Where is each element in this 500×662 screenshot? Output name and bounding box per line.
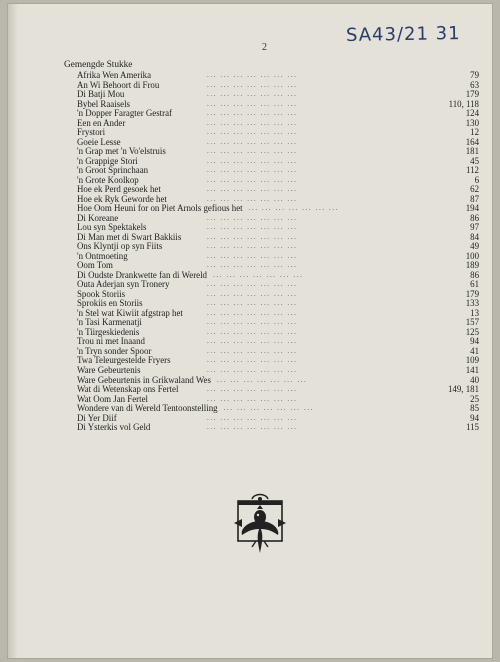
dot-leader: ... ... ... ... ... ... ... [207,413,298,422]
dot-leader: ... ... ... ... ... ... ... [207,166,298,175]
handwritten-note: SA43/21 31 [345,23,461,46]
entry-page: 194 [463,204,479,214]
entry-title: Di Ysterkis vol Geld [77,422,151,433]
entry-page: 141 [463,366,479,376]
entry-title: Trou ni met Inaand [77,336,145,347]
entry-title: Wat Oom Jan Fertel [77,393,149,404]
entry-page: 109 [463,356,479,366]
dot-leader: ... ... ... ... ... ... ... [207,356,298,365]
toc-entry [77,252,479,262]
entry-page: 61 [467,280,479,290]
dot-leader: ... ... ... ... ... ... ... [207,109,298,118]
entry-page: 112 [463,166,479,176]
entry-page: 189 [463,261,479,271]
entry-title: Hoe ek Perd gesoek het [77,184,161,195]
dot-leader: ... ... ... ... ... ... ... [207,337,298,346]
toc-entry [77,280,479,290]
dot-leader: ... ... ... ... ... ... ... [207,280,298,289]
entry-title: Spook Storiis [77,288,126,299]
entry-title: Di Man met di Swart Bakkiis [77,231,182,242]
entry-title: Ware Gebeurtenis in Grikwaland Wes [77,374,211,385]
dot-leader: ... ... ... ... ... ... ... [216,375,308,384]
dot-leader: ... ... ... ... ... ... ... [207,118,298,127]
entry-page: 149, 181 [445,385,479,395]
dot-leader: ... ... ... ... ... ... ... [207,251,298,260]
entry-title: Oom Tom [77,260,113,271]
entry-title: Wondere van di Wereld Tentoonstelling [77,403,218,414]
toc-entry [77,81,479,91]
entry-page: 12 [467,128,479,138]
entry-title: Ons Klyntji op syn Fiits [77,241,163,252]
dot-leader: ... ... ... ... ... ... ... [207,90,298,99]
parrot-emblem [230,491,290,555]
entry-title: 'n Stel wat Kiwiit afgstrap het [77,307,183,318]
entry-title: 'n Tasi Karmenatji [77,317,142,328]
entry-page: 85 [467,404,479,414]
entry-title: 'n Grap met 'n Vo'elstruis [77,146,166,157]
entry-title: Lou syn Spektakels [77,222,147,233]
entry-title: Di Yer Diif [77,412,117,423]
entry-title: 'n Ontmoeting [77,250,128,261]
toc-entry [77,90,479,100]
entry-title: Di Batji Mou [77,89,125,100]
dot-leader: ... ... ... ... ... ... ... [207,394,298,403]
dot-leader: ... ... ... ... ... ... ... [207,99,298,108]
entry-title: Twa Teleurgestelde Fryers [77,355,171,366]
entry-page: 133 [463,299,479,309]
binding-edge [8,4,18,658]
entry-title: 'n Groot Sprinchaan [77,165,149,176]
dot-leader: ... ... ... ... ... ... ... [207,318,298,327]
dot-leader: ... ... ... ... ... ... ... [207,242,298,251]
entry-page: 86 [467,214,479,224]
table-of-contents [77,71,479,433]
dot-leader: ... ... ... ... ... ... ... [207,194,298,203]
entry-page: 181 [463,147,479,157]
dot-leader: ... ... ... ... ... ... ... [207,308,298,317]
entry-page: 41 [467,347,479,357]
entry-title: Di Koreane [77,212,119,223]
entry-page: 86 [467,271,479,281]
entry-page: 94 [467,337,479,347]
dot-leader: ... ... ... ... ... ... ... [207,423,298,432]
entry-page: 110, 118 [446,100,479,110]
entry-page: 164 [463,138,479,148]
entry-title: Sprokiis en Storiis [77,298,143,309]
toc-entry [77,119,479,129]
book-page [8,4,492,658]
entry-page: 157 [463,318,479,328]
dot-leader: ... ... ... ... ... ... ... [248,204,340,213]
entry-page: 100 [463,252,479,262]
dot-leader: ... ... ... ... ... ... ... [207,80,298,89]
dot-leader: ... ... ... ... ... ... ... [207,223,298,232]
entry-title: Een en Ander [77,117,126,128]
entry-title: Wat di Wetenskap ons Fertel [77,384,179,395]
entry-title: Hoe Oom Heuni for on Piet Arnols gefious het [77,203,243,214]
dot-leader: ... ... ... ... ... ... ... [207,156,298,165]
entry-page: 45 [467,157,479,167]
dot-leader: ... ... ... ... ... ... ... [207,232,298,241]
dot-leader: ... ... ... ... ... ... ... [207,175,298,184]
toc-entry [77,128,479,138]
toc-entry [77,423,479,433]
dot-leader: ... ... ... ... ... ... ... [213,270,304,279]
entry-page: 115 [463,423,479,433]
entry-page: 62 [467,185,479,195]
dot-leader: ... ... ... ... ... ... ... [207,299,298,308]
entry-page: 49 [467,242,479,252]
entry-page: 179 [463,290,479,300]
toc-entry [77,242,479,252]
dot-leader: ... ... ... ... ... ... ... [207,128,298,137]
dot-leader: ... ... ... ... ... ... ... [207,289,298,298]
entry-page: 94 [467,414,479,424]
entry-page: 63 [467,81,479,91]
entry-title: Bybel Raaisels [77,98,130,109]
entry-page: 124 [463,109,479,119]
dot-leader: ... ... ... ... ... ... ... [207,327,298,336]
entry-page: 87 [467,195,479,205]
toc-entry [77,404,479,414]
dot-leader: ... ... ... ... ... ... ... [207,213,298,222]
entry-page: 6 [472,176,479,186]
entry-page: 97 [467,223,479,233]
dot-leader: ... ... ... ... ... ... ... [207,365,298,374]
entry-title: Hoe ek Ryk Geworde het [77,193,167,204]
entry-title: 'n Tryn sonder Spoor [77,345,152,356]
dot-leader: ... ... ... ... ... ... ... [223,404,315,413]
toc-entry [77,109,479,119]
entry-title: Di Oudste Drankwette fan di Wereld [77,269,207,280]
entry-page: 84 [467,233,479,243]
entry-title: Goeie Lesse [77,136,121,147]
entry-title: 'n Grote Koolkop [77,174,139,185]
entry-title: Outa Aderjan syn Tronery [77,279,170,290]
dot-leader: ... ... ... ... ... ... ... [207,71,298,79]
toc-entry [77,204,479,214]
entry-title: Frystori [77,127,106,138]
entry-title: Afrika Wen Amerika [77,70,152,80]
entry-page: 13 [467,309,479,319]
entry-page: 40 [467,376,479,386]
entry-title: 'n Tiirgeskiedenis [77,326,140,337]
entry-page: 125 [463,328,479,338]
dot-leader: ... ... ... ... ... ... ... [207,261,298,270]
entry-title: 'n Grappige Stori [77,155,138,166]
entry-page: 25 [467,395,479,405]
entry-title: An Wi Behoort di Frou [77,79,160,90]
entry-title: Ware Gebeurtenis [77,364,141,375]
entry-page: 130 [463,119,479,129]
dot-leader: ... ... ... ... ... ... ... [207,147,298,156]
page-number: 2 [262,42,267,53]
dot-leader: ... ... ... ... ... ... ... [207,346,298,355]
entry-page: 79 [467,71,479,81]
entry-title: 'n Dopper Faragter Gestraf [77,108,172,119]
entry-page: 179 [463,90,479,100]
section-title: Gemengde Stukke [64,60,133,70]
dot-leader: ... ... ... ... ... ... ... [207,185,298,194]
dot-leader: ... ... ... ... ... ... ... [207,385,298,394]
dot-leader: ... ... ... ... ... ... ... [207,137,298,146]
